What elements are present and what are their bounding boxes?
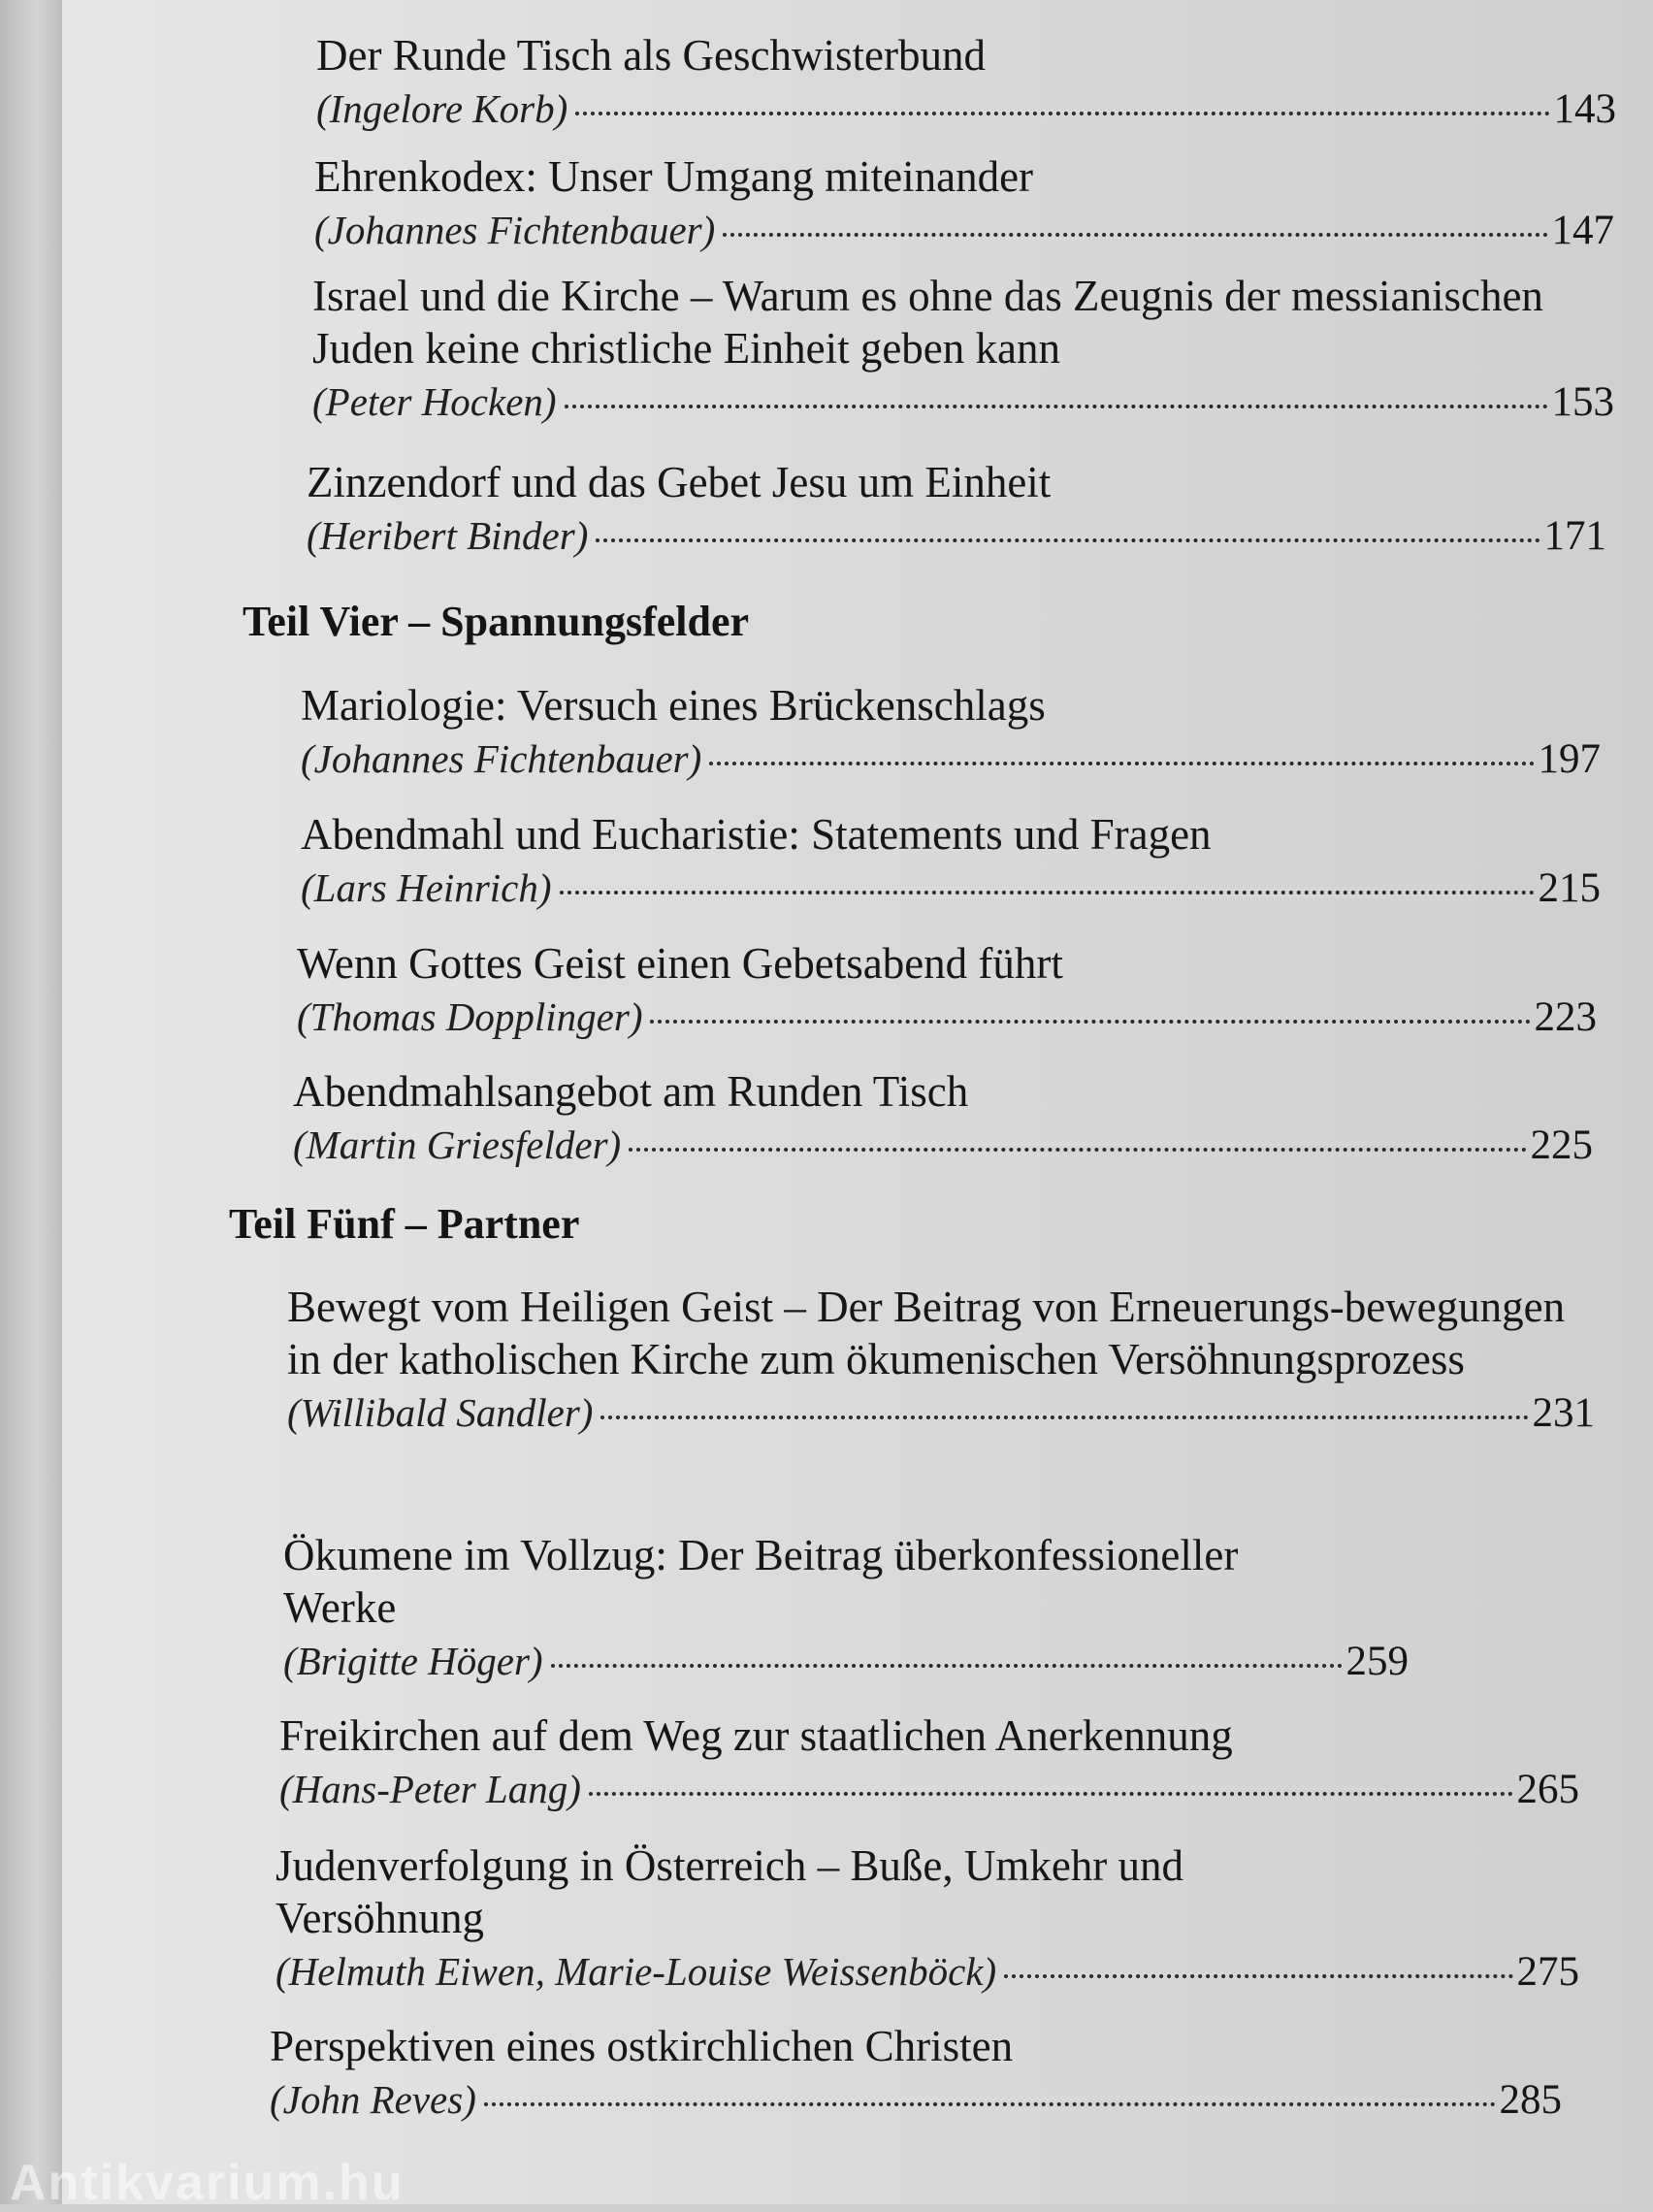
entry-page-number: 231 (1532, 1390, 1595, 1436)
entry-title: Abendmahlsangebot am Runden Tisch (293, 1067, 969, 1116)
dot-leader (560, 891, 1535, 895)
entry-page-number: 223 (1534, 994, 1597, 1040)
toc-entry (301, 679, 1601, 785)
toc-entry (276, 1839, 1579, 1998)
entry-author: (Ingelore Korb) (316, 86, 568, 131)
entry-title: Bewegt vom Heiligen Geist – Der Beitrag von Erneuerungs-bewegungen in der katholischen Kirche zum ökumenischen Versöhnungsprozess (287, 1283, 1566, 1383)
entry-title: Abendmahl und Eucharistie: Statements und Fragen (301, 810, 1212, 859)
entry-page-number: 171 (1543, 513, 1606, 559)
entry-author: (Martin Griesfelder) (293, 1122, 622, 1167)
entry-page-number: 147 (1551, 208, 1614, 253)
toc-entry (307, 456, 1606, 562)
entry-title: Zinzendorf und das Gebet Jesu um Einheit (307, 458, 1052, 506)
section-heading-part-four: Teil Vier – Spannungsfelder (243, 598, 750, 645)
entry-title: Perspektiven eines ostkirchlichen Christen (270, 2022, 1014, 2070)
watermark: Antikvarium.hu (10, 2155, 405, 2211)
toc-entry (312, 270, 1614, 428)
section-heading-part-five: Teil Fünf – Partner (229, 1200, 580, 1248)
entry-page-number: 275 (1516, 1949, 1579, 1995)
entry-author: (Johannes Fichtenbauer) (301, 736, 702, 781)
toc-entry (279, 1709, 1579, 1815)
toc-entry (287, 1281, 1595, 1439)
entry-title: Freikirchen auf dem Weg zur staatlichen Anerkennung (279, 1711, 1233, 1760)
entry-page-number: 259 (1345, 1639, 1409, 1684)
toc-entry (270, 2020, 1562, 2126)
toc-entry (316, 29, 1616, 135)
entry-title: Judenverfolgung in Österreich – Buße, Umkehr und Versöhnung (276, 1841, 1184, 1942)
dot-leader (596, 538, 1540, 542)
entry-author: (Brigitte Höger) (283, 1639, 543, 1683)
dot-leader (1004, 1974, 1512, 1978)
dot-leader (484, 2102, 1496, 2106)
entry-page-number: 285 (1499, 2077, 1562, 2123)
entry-author: (Johannes Fichtenbauer) (314, 208, 716, 252)
entry-author: (Peter Hocken) (312, 379, 557, 424)
entry-title: Wenn Gottes Geist einen Gebetsabend führt (297, 939, 1063, 988)
dot-leader (575, 112, 1549, 115)
entry-page-number: 215 (1538, 865, 1601, 911)
book-page (62, 0, 1653, 2204)
entry-author: (Thomas Dopplinger) (297, 994, 643, 1039)
dot-leader (565, 405, 1548, 408)
dot-leader (650, 1020, 1530, 1024)
page-edge (0, 0, 62, 2204)
dot-leader (551, 1664, 1343, 1668)
toc-entry (301, 808, 1601, 914)
entry-page-number: 143 (1553, 86, 1616, 132)
entry-author: (Helmuth Eiwen, Marie-Louise Weissenböck) (276, 1949, 997, 1994)
toc-entry (314, 150, 1614, 256)
entry-title: Der Runde Tisch als Geschwisterbund (316, 31, 986, 80)
entry-page-number: 197 (1538, 736, 1601, 782)
entry-page-number: 225 (1530, 1122, 1593, 1168)
entry-page-number: 265 (1516, 1767, 1579, 1812)
toc-entry (297, 937, 1597, 1043)
dot-leader (709, 762, 1534, 765)
dot-leader (589, 1792, 1513, 1796)
entry-title: Israel und die Kirche – Warum es ohne das Zeugnis der messianischen Juden keine christliche Einheit geben kann (312, 272, 1543, 373)
entry-title: Ehrenkodex: Unser Umgang miteinander (314, 152, 1034, 201)
entry-author: (Hans-Peter Lang) (279, 1767, 581, 1811)
entry-author: (Lars Heinrich) (301, 865, 552, 910)
entry-author: (Willibald Sandler) (287, 1390, 594, 1435)
toc-entry (283, 1529, 1409, 1687)
dot-leader (600, 1415, 1528, 1419)
entry-author: (John Reves) (270, 2077, 476, 2122)
entry-page-number: 153 (1551, 379, 1614, 425)
entry-author: (Heribert Binder) (307, 513, 589, 558)
toc-entry (293, 1065, 1593, 1171)
dot-leader (629, 1148, 1526, 1152)
dot-leader (723, 233, 1547, 237)
entry-title: Mariologie: Versuch eines Brückenschlags (301, 681, 1046, 730)
entry-title: Ökumene im Vollzug: Der Beitrag überkonfessioneller Werke (283, 1531, 1239, 1632)
